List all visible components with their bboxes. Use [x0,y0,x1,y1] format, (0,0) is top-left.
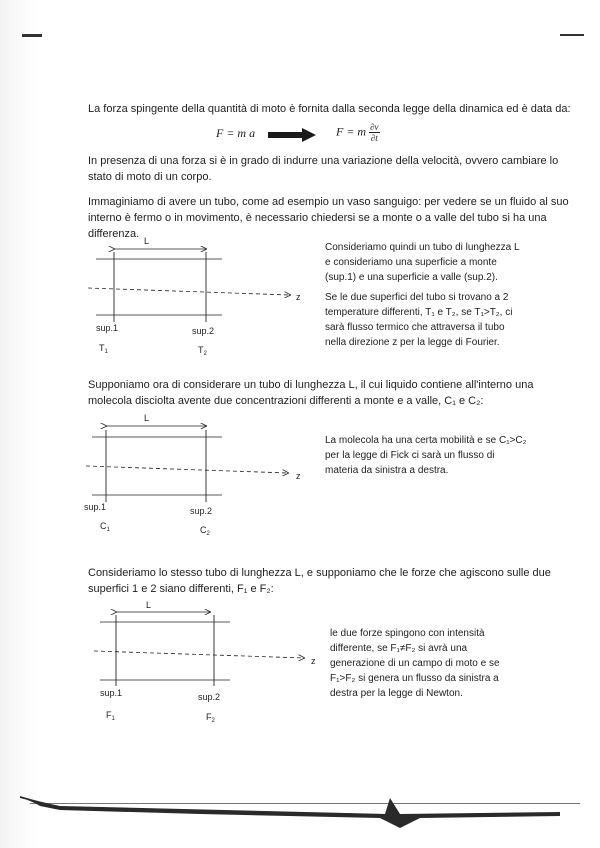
intro-line-1: La forza spingente della quantità di moto è fornita dalla seconda legge della dinamica ed è data da: [88,103,571,115]
side2-line-2: per la legge di Fick ci sarà un flusso di [325,450,495,461]
sup2-label: sup.2 [190,506,213,516]
formula-derivative-prefix: F = m [336,124,367,139]
z-axis-label: z [311,656,316,666]
side3-line-5: destra per la legge di Newton. [330,688,463,699]
paragraph-forces-line-2: superfici 1 e 2 siano differenti, F₁ e F₂: [88,583,274,595]
side-text-forces [330,626,525,701]
formula-fraction-denominator: ∂t [370,133,378,143]
side1-line-4: Se le due superfici del tubo si trovano a 2 [325,292,509,303]
tube-diagram-forces [86,600,326,730]
side3-line-4: F₁>F₂ si genera un flusso da sinistra a [330,673,499,684]
side1-line-3: (sup.1) e una superficie a valle (sup.2). [325,272,498,283]
sup1-label: sup.1 [84,502,107,512]
f2-label: $F_2$ [206,712,215,724]
length-label: L [146,600,152,610]
tube-diagram-concentration [82,410,312,540]
side1-line-5: temperature differenti, T₁ e T₂, se T₁>T₂, ci [325,307,513,318]
paragraph-concentration-line-1: Supponiamo ora di considerare un tubo di lunghezza L, il cui liquido contiene all'interno una [88,379,534,391]
side1-line-7: nella direzione z per la legge di Fourier. [325,337,500,348]
side2-line-3: materia da sinistra a destra. [325,465,449,476]
t1-label: $T_1$ [99,343,108,355]
side-text-concentration [325,433,525,478]
z-axis-dashed [94,651,304,658]
c1-label: $C_1$ [100,521,110,533]
sup1-label: sup.1 [100,688,123,698]
tube-diagram-temperature [82,232,312,357]
paragraph-tube-line-3: differenza. [88,228,140,240]
side3-line-2: differente, se F₁≠F₂ si avrà una [330,643,468,654]
formula-fraction [369,122,379,143]
side2-line-1: La molecola ha una certa mobilità e se C₁>C₂ [325,435,527,446]
length-label: L [144,236,150,246]
z-axis-label: z [296,292,301,302]
sup1-label: sup.1 [96,323,119,333]
formula-newton: F = m a [216,126,256,140]
z-axis-label: z [296,471,301,481]
formula-left [216,126,255,141]
c2-label: $C_2$ [200,525,210,537]
side1-line-6: sarà flusso termico che attraversa il tubo [325,322,505,333]
formula-right [336,122,380,143]
paragraph-force-line-1: In presenza di una forza si è in grado di indurre una variazione della velocità, ovvero cambiare lo [88,155,559,167]
implies-arrow-icon [268,128,318,142]
paragraph-forces-line-1: Consideriamo lo stesso tubo di lunghezza L, e supponiamo che le forze che agiscono sulle due [88,567,551,579]
z-axis-dashed [86,466,288,473]
scan-edge-shadow [0,0,42,848]
side-text-temperature [325,240,525,350]
scan-mark-top-left [22,34,42,37]
side1-line-1: Consideriamo quindi un tubo di lunghezza L [325,242,520,253]
paragraph-concentration-line-2: molecola disciolta avente due concentrazioni differenti a monte e a valle, C₁ e C₂: [88,395,484,407]
sup2-label: sup.2 [198,692,221,702]
side1-line-2: e consideriamo una superficie a monte [325,257,497,268]
f1-label: $F_1$ [106,710,115,722]
paragraph-force-line-2: stato di moto di un corpo. [88,171,212,183]
formula-fraction-numerator: ∂v [370,122,379,132]
paragraph-tube-line-1: Immaginiamo di avere un tubo, come ad esempio un vaso sanguigo: per vedere se un fluido al suo [88,196,569,208]
sup2-label: sup.2 [192,326,215,336]
paragraph-concentration [88,377,534,409]
scan-bottom-shadow [0,788,600,848]
paragraph-tube-line-2: interno è fermo o in movimento, è necessario chiedersi se a monte o a valle del tubo si ha una [88,212,547,224]
length-label: L [144,413,150,423]
t2-label: $T_2$ [198,345,207,357]
z-axis-dashed [88,288,290,295]
intro-paragraph [88,101,571,117]
side3-line-3: generazione di un campo di moto e se [330,658,500,669]
paragraph-force [88,153,559,185]
side3-line-1: le due forze spingono con intensità [330,628,485,639]
scan-mark-top-right [560,34,584,36]
paragraph-forces [88,565,551,597]
